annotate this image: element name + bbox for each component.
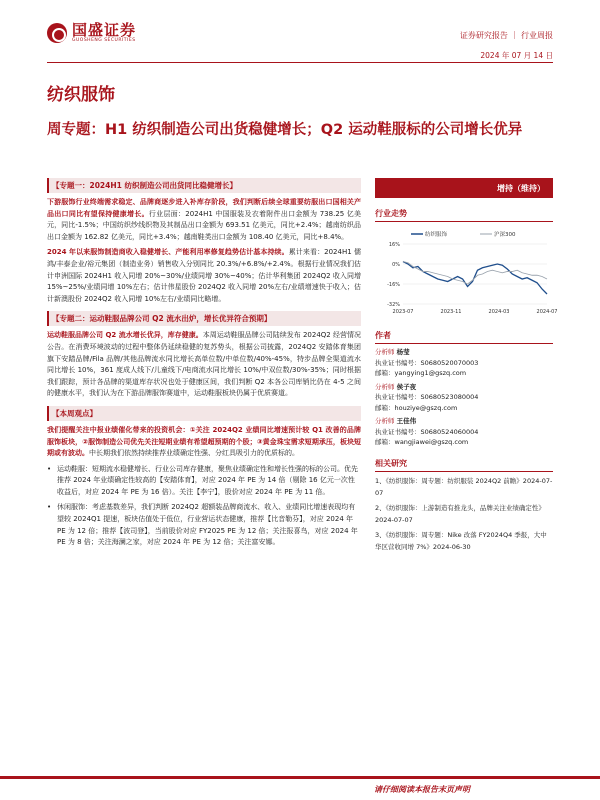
paragraph: 下游服饰行业终端需求稳定、品牌商逐步进入补库存阶段，我们判断后续全球重要纺服出口国相关产品出口同比有望保持健康增长。行业层面：2024H1 中国服装及衣着附件出口金额为 738.25 亿美元，同比-1.5%；中国纺织纱线织物及其制品出口金额为 693.51 亿美元，同比+2.4%；越南纺织品出口金额为 162.82 亿美元，同比+3.4%；越南鞋类出口金额为 108.40 亿美元，同比+8.4%。	[47, 198, 362, 241]
paragraph: 我们提醒关注中报业绩催化带来的投资机会：①关注 2024Q2 业绩同比增速预计较 Q1 改善的品牌服饰板块，②服饰制造公司优先关注短期业绩有希望超预期的个股；③黄金珠宝需求短期承压，板块短期或有波动。中长期我们依然持续推荐业绩确定性强、分红具吸引力的优质标的。	[47, 425, 361, 458]
doc-type: 证券研究报告 ｜ 行业周报	[459, 31, 553, 40]
paragraph: 运动鞋服品牌公司 Q2 流水增长优异，库存健康。本周运动鞋服品牌公司陆续发布 2024Q2 经营情况公告。在消费环境波动的过程中整体仍延续稳健的复苏势头，根据公司披露，2024Q2 安踏体育集团旗下安踏品牌/Fila 品牌/其他品牌流水同比增长高单位数/中单位数/40%-45%，特步品牌全渠道流水同比增长 10%，361 度成人线下/儿童线下/电商流水同比增长 10%/中双位数/30%-35%；同时根据我们跟踪，预计各品牌的渠道库存状况也处于健康区间，我们判断 Q2 本各公司库销比仍在 4-5 之间的健康水平，我们认为在下游品牌服饰赛道中，运动鞋服板块仍属于优质赛道。	[47, 331, 361, 398]
x-tick-label: 2024-03	[488, 309, 510, 315]
author-entry: 分析师 杨莹 执业证书编号：S0680520070003 邮箱：yangying1@gszq.com	[375, 348, 479, 377]
company-logo	[47, 22, 136, 43]
bullet-item: • 休闲服饰：考虑基数差异，我们判断 2024Q2 超额装品牌商流水、收入、业绩同比增速表现均有望较 2024Q1 提速，板块估值处于低位，行业营运状态健康，推荐【比音勒芬】，对应 2024 年 PE 为 12 倍；推荐【波司登】，当前股价对应 FY2025 PE 为 12 倍；关注报喜鸟，对应 2024 年 PE 为 8 倍；关注海澜之家，对应 2024 年 PE 为 12 倍；关注富安娜。	[47, 503, 358, 547]
logo-icon	[47, 23, 67, 43]
y-tick-label: -16%	[387, 282, 400, 288]
page-footer	[0, 776, 600, 800]
authors-heading: 作者	[375, 330, 553, 344]
legend-label-1: 纺织服饰	[425, 232, 448, 238]
y-tick-label: 0%	[392, 262, 400, 268]
rating-badge: 增持（维持）	[375, 178, 553, 198]
logo-cn: 国盛证券	[72, 21, 137, 39]
logo-en: GUOSHENG SECURITIES	[72, 38, 136, 43]
related-heading: 相关研究	[375, 458, 553, 472]
section-head-1: 【专题一：2024H1 纺织制造公司出货同比稳健增长】	[47, 178, 361, 193]
y-tick-label: 16%	[388, 242, 400, 248]
author-entry: 分析师 侯子夜 执业证书编号：S0680523080004 邮箱：houziye@gszq.com	[375, 382, 479, 412]
author-entry: 分析师 王佳伟 执业证书编号：S0680524060004 邮箱：wangjiawei@gszq.com	[375, 417, 479, 446]
x-tick-label: 2024-07	[536, 309, 558, 315]
footer-disclaimer: 请仔细阅读本报告末页声明	[374, 785, 470, 794]
section-head-3: 【本周观点】	[47, 406, 361, 421]
bullet-item: • 运动鞋服：短期流水稳健增长、行业公司库存健康，聚焦业绩确定性和增长性强的标的公司。优先推荐 2024 年业绩确定性较高的【安踏体育】，对应 2024 年 PE 为 14 倍（剔除 16 亿元一次性收益后，对应 2024 年 PE 为 16 倍）。关注【李宁】，股价对应 2024 年 PE 为 11 倍。	[47, 464, 358, 496]
related-report[interactable]: 3、《纺织服饰：周专题：Nike 改落 FY2024Q4 季报，大中华区营收同增 7%》2024-06-30	[375, 530, 547, 551]
x-tick-label: 2023-11	[440, 309, 462, 315]
main-column	[47, 178, 361, 549]
footer-bar	[0, 776, 600, 779]
paragraph: 2024 年以来服饰制造商收入稳健增长、产能利用率修复趋势估计基本持续。累计来看：2024H1 儒鸿/丰泰企业/裕元集团（制造业务）销售收入分别同比 20.3%/+6.8%/+2.4%。根据行业情况我们估计申洲国际 2024H1 收入同增 20%~30%/业绩同增 30%~40%；估计华利集团 2024Q2 收入同增 15%~25%/业绩同增 10%左右；估计伟星股份 2024Q2 收入同增 20%左右/业绩增速快于收入；估计新澳股份 2024Q2 收入同增 10%左右/业绩同比略增。	[47, 248, 361, 303]
trend-chart	[375, 224, 558, 316]
section-head-2: 【专题二：运动鞋服品牌公司 Q2 流水出炉，增长优异符合预期】	[47, 311, 361, 326]
legend-label-2: 沪深300	[494, 232, 516, 238]
header-divider	[47, 62, 553, 63]
report-date: 2024 年 07 月 14 日	[480, 51, 553, 60]
y-tick-label: -32%	[387, 302, 400, 308]
sector-title: 纺织服饰	[47, 85, 115, 105]
report-title: 周专题：H1 纺织制造公司出货稳健增长；Q2 运动鞋服标的公司增长优异	[47, 122, 523, 138]
related-report[interactable]: 2、《纺织服饰：上游制造有推龙头，品牌关注业绩确定性》2024-07-07	[375, 503, 545, 524]
sidebar	[375, 178, 558, 556]
related-report[interactable]: 1、《纺织服饰：周专题：纺织服装 2024Q2 前瞻》2024-07-07	[375, 476, 553, 497]
page-header	[0, 0, 600, 70]
trend-heading: 行业走势	[375, 208, 553, 222]
x-tick-label: 2023-07	[392, 309, 414, 315]
